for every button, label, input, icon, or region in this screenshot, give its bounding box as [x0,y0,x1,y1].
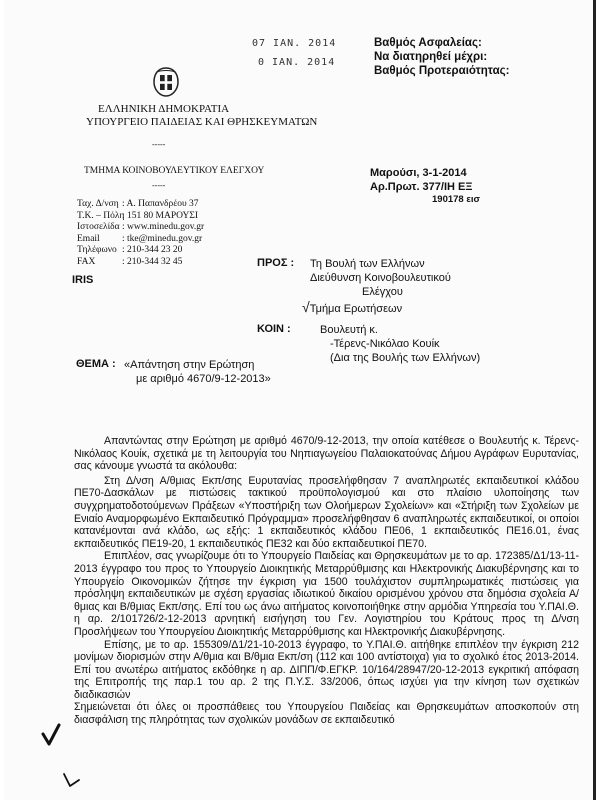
protocol-number: Αρ.Πρωτ. 377/ΙΗ ΕΞ [370,181,473,193]
body-paragraph: Επιπλέον, σας γνωρίζουμε ότι το Υπουργείο Παιδείας και Θρησκευμάτων με το αρ. 172385/Δ1/13-11-2013 έγγραφο του προς το Υπουργείο Διοικητικής Μεταρρύθμισης και Ηλεκτρονικής Διακυβέρνησης και το Υπουργείο Οικονομικών ζήτησε την έγκριση για 1500 τουλάχιστον συμπληρωματικές πιστώσεις για πρόσληψη εκπαιδευτικών με σχέση εργασίας ιδιωτικού δικαίου ορισμένου χρόνου στα δημόσια σχολεία Α/θμιας και Β/θμιας Εκπ/σης. Επί του ως άνω αιτήματος κοινοποιήθηκε στην αρμόδια Υπηρεσία του Υ.ΠΑΙ.Θ. η αρ. 2/101726/2-12-2013 αρνητική εισήγηση του Γεν. Λογιστηρίου του Κράτους προς τη Δ/νση Προσλήψεων του Υπουργείου Διοικητικής Μεταρρύθμισης και Ηλεκτρονικής Διακυβέρνησης. [74,550,579,638]
body-paragraph: Απαντώντας στην Ερώτηση με αριθμό 4670/9-12-2013, την οποία κατέθεσε ο Βουλευτής κ. Τέρενς-Νικόλαος Κουίκ, σχετικά με τη λειτουργία του Νηπιαγωγείου Παλαιοκατούνας Δήμου Αγράφων Ευρυτανίας, σας κάνουμε γνωστά τα ακόλουθα: [74,435,579,473]
subject-line: με αριθμό 4670/9-12-2013» [136,373,271,385]
contact-row [77,211,204,223]
iris-label: IRIS [72,274,94,286]
separator: ----- [152,140,166,149]
letter-body [74,435,579,727]
contact-value: : 210-344 23 20 [122,245,183,256]
to-line-checked: √Τμήμα Ερωτήσεων [302,298,403,315]
contact-label: Ιστοσελίδα [77,222,120,233]
contact-label: Τ.Κ. – Πόλη [77,210,125,221]
contact-block [77,199,204,269]
to-recipients [302,257,451,316]
to-line: Ελέγχου [362,286,403,299]
contact-label: Τηλέφωνο [77,245,117,256]
body-paragraph: Στη Δ/νση Α/θμιας Εκπ/σης Ευρυτανίας προσελήφθησαν 7 αναπληρωτές εκπαιδευτικοί κλάδου ΠΕ70-Δασκάλων με πιστώσεις τακτικού προϋπολογισμού και στο πλαίσιο υλοποίησης των συγχρηματοδοτούμενων Πράξεων «Υποστήριξη των Ολοήμερων Σχολείων» και «Στήριξη των Σχολείων με Ενιαίο Αναμορφωμένο Εκπαιδευτικό Πρόγραμμα» προσελήφθησαν 6 αναπληρωτές εκπαιδευτικοί, οι οποίοι κατανέμονται ανά κλάδο, ως εξής: 1 εκπαιδευτικός κλάδου ΠΕ06, 1 εκπαιδευτικός ΠΕ16.01, ένας εκπαιδευτικός ΠΕ19-20, 1 εκπαιδευτικός ΠΕ32 και δύο εκπαιδευτικοί ΠΕ70. [74,474,579,550]
handwritten-check-mark-icon [40,722,62,748]
handwritten-check-mark-icon [60,768,84,792]
date-stamp: 07 IAN. 2014 [252,38,337,49]
to-label: ΠΡΟΣ : [257,257,295,269]
contact-row [77,222,204,234]
to-line: Διεύθυνση Κοινοβουλευτικού [310,272,451,285]
republic-title: ΕΛΛΗΝΙΚΗ ΔΗΜΟΚΡΑΤΙΑ [98,103,230,115]
ministry-title: ΥΠΟΥΡΓΕΙΟ ΠΑΙΔΕΙΑΣ ΚΑΙ ΘΡΗΣΚΕΥΜΑΤΩΝ [86,116,318,128]
subject-text [124,358,271,386]
scanned-letter [4,0,596,800]
cc-line: Βουλευτή κ. [320,324,378,336]
contact-value: : www.minedu.gov.gr [122,222,205,233]
cc-line: -Τέρενς-Νικόλαο Κουίκ [330,338,440,351]
place-date: Μαρούσι, 3-1-2014 [370,167,467,179]
contact-row [77,234,204,246]
contact-label: Email [77,233,100,244]
date-stamp: 0 IAN. 2014 [258,57,336,68]
body-paragraph: Επίσης, με το αρ. 155309/Δ1/21-10-2013 έγγραφο, το Υ.ΠΑΙ.Θ. αιτήθηκε επιπλέον την έγκριση 212 μονίμων διορισμών στην Α/θμια και Β/θμια Εκπ/ση (112 και 100 αντίστοιχα) για το σχολικό έτος 2013-2014. Επί του ανωτέρω αιτήματος εκδόθηκε η αρ. ΔΙΠΠ/Φ.ΕΓΚΡ. 10/164/28947/20-12-2013 εγκριτική απόφαση της Επιτροπής της παρ.1 του αρ. 2 της Π.Υ.Σ. 33/2006, όπως ισχύει για την κίνηση των σχετικών διαδικασιών [74,638,579,701]
cc-label: ΚΟΙΝ : [257,323,291,335]
to-line: Τη Βουλή των Ελλήνων [310,258,425,270]
contact-value: : 151 80 ΜΑΡΟΥΣΙ [122,210,199,221]
body-paragraph: Σημειώνεται ότι όλες οι προσπάθειες του Υπουργείου Παιδείας και Θρησκευμάτων αποσκοπούν στη διασφάλιση της πληρότητας των σχολικών μονάδων σε εκπαιδευτικό [74,701,579,727]
checkmark-icon: √ [302,298,310,315]
contact-label: Ταχ. Δ/νση [77,199,119,209]
contact-value: : tke@minedu.gov.gr [122,233,203,244]
keep-until-label: Να διατηρηθεί μέχρι: [374,51,488,63]
subject-label: ΘΕΜΑ : [76,358,116,370]
contact-row [77,245,204,257]
subject-line: «Απάντηση στην Ερώτηση [124,359,255,371]
contact-value: : Α. Παπανδρέου 37 [122,199,199,209]
incoming-number: 190178 εισ [432,194,480,205]
contact-row [77,199,204,211]
department-title: ΤΜΗΜΑ ΚΟΙΝΟΒΟΥΛΕΥΤΙΚΟΥ ΕΛΕΓΧΟΥ [84,166,265,176]
contact-value: : 210-344 32 45 [122,256,183,267]
contact-label: FAX [77,256,96,267]
separator: ----- [152,181,166,190]
cc-recipients [320,323,480,366]
cc-line: (Δια της Βουλής των Ελλήνων) [330,352,481,365]
priority-level-label: Βαθμός Προτεραιότητας: [374,65,510,77]
security-level-label: Βαθμός Ασφαλείας: [374,37,482,49]
greek-emblem-icon [152,66,180,98]
contact-row [77,257,204,269]
